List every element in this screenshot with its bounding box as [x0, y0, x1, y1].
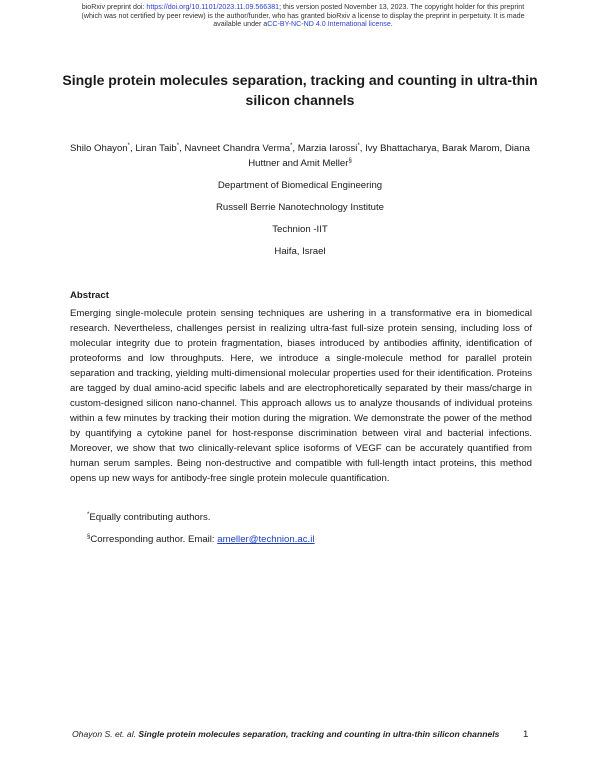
- footer-title: Single protein molecules separation, tracking and counting in ultra-thin silicon channels: [138, 729, 500, 739]
- affiliation-institute: Russell Berrie Nanotechnology Institute: [216, 202, 384, 213]
- preprint-line1-a: bioRxiv preprint doi:: [81, 3, 147, 11]
- footnote-equal-mark: *: [87, 511, 90, 518]
- preprint-notice: [60, 3, 546, 29]
- doi-link[interactable]: https://doi.org/10.1101/2023.11.09.566381: [146, 3, 280, 11]
- footnote-corr-text: Corresponding author. Email:: [90, 534, 218, 545]
- page-number: 1: [523, 729, 529, 740]
- author-1-mark: *: [127, 142, 130, 149]
- license-link[interactable]: CC-BY-NC-ND 4.0 International license: [267, 20, 391, 29]
- author-4-mark: *: [357, 142, 360, 149]
- footnote-corr-mark: §: [87, 533, 91, 540]
- affiliation-department: Department of Biomedical Engineering: [217, 180, 383, 191]
- author-4: Marzia Iarossi: [297, 143, 358, 154]
- footer-authors: Ohayon S. et. al.: [72, 729, 137, 739]
- author-2: Liran Taib: [135, 143, 177, 154]
- preprint-line3-b: .: [390, 20, 393, 29]
- author-1: Shilo Ohayon: [70, 143, 128, 154]
- corresponding-email-link[interactable]: ameller@technion.ac.il: [217, 534, 315, 545]
- preprint-line1-b: ; this version posted November 13, 2023. The copyright holder for this preprint: [279, 3, 525, 11]
- author-3: Navneet Chandra Verma: [184, 143, 291, 154]
- affiliation-location: Haifa, Israel: [274, 246, 326, 257]
- affiliation-university: Technion -IIT: [272, 224, 328, 235]
- footnote-equal-contribution: [87, 512, 210, 523]
- author-6: Barak Marom: [441, 143, 500, 154]
- footnote-corresponding: [87, 534, 314, 545]
- preprint-line3-a: available under a: [213, 20, 268, 29]
- page-footer: [72, 729, 499, 739]
- author-list: Shilo Ohayon*, Liran Taib*, Navneet Chandra Verma*, Marzia Iarossi*, Ivy Bhattacharya, Barak Marom, Diana Huttner and Amit Meller§: [70, 142, 530, 169]
- author-3-mark: *: [290, 142, 293, 149]
- abstract-text: Emerging single-molecule protein sensing techniques are ushering in a transformative era in biomedical research. Nevertheless, challenges persist in realizing ultra-fast full-size protein sensing, including loss of molecular integrity due to protein fragmentation, biases introduced by antibodies affinity, identification of proteoforms and low throughputs. Here, we introduce a single-molecule method for parallel protein separation and tracking, yielding multi-dimensional molecular properties used for their identification. Proteins are tagged by dual amino-acid specific labels and are electrophoretically separated by their mass/charge in custom-designed silicon nano-channel. This approach allows us to analyze thousands of individual proteins within a few minutes by tracking their motion during the migration. We demonstrate the power of the method by quantifying a cytokine panel for host-response discrimination between viral and bacterial infections. Moreover, we show that two clinically-relevant splice isoforms of VEGF can be accurately quantified from human serum samples. Being non-destructive and compatible with full-length intact proteins, this method opens up new ways for antibody-free single protein molecule quantification.: [70, 308, 532, 484]
- footnote-equal-text: Equally contributing authors.: [89, 512, 211, 523]
- author-5: Ivy Bhattacharya: [365, 143, 437, 154]
- author-7-mark: §: [348, 157, 352, 164]
- author-2-mark: *: [176, 142, 180, 149]
- author-7: Diana Huttner and Amit Meller: [248, 143, 530, 169]
- paper-title: Single protein molecules separation, tracking and counting in ultra-thin silicon channels: [62, 72, 538, 108]
- preprint-line2: (which was not certified by peer review) is the author/funder, who has granted bioRxiv a license to display the preprint in perpetuity. It is made: [81, 11, 525, 20]
- abstract-heading: Abstract: [70, 290, 109, 301]
